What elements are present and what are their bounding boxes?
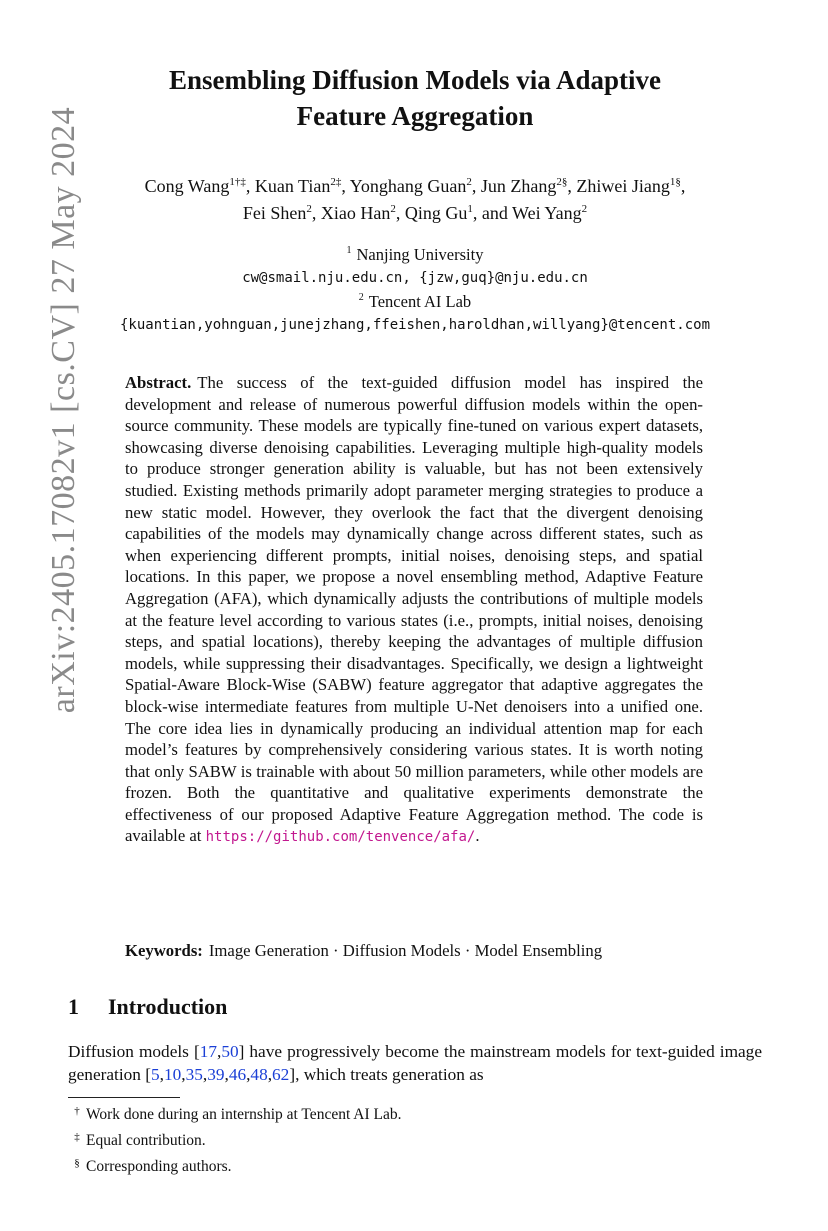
affiliation-1	[70, 243, 760, 267]
section-title: Introduction	[108, 994, 228, 1019]
code-link[interactable]: https://github.com/tenvence/afa/	[205, 829, 476, 846]
citation-separator: ,	[246, 1065, 251, 1084]
author-name: Yonghang Guan	[349, 176, 467, 196]
author-affil-mark: 1	[467, 203, 473, 215]
author-affil-mark: 1†‡	[229, 176, 246, 188]
author-name: Jun Zhang	[480, 176, 557, 196]
footnote-mark: §	[74, 1157, 80, 1169]
abstract-text: The success of the text-guided diffusion model has inspired the development and release of numerous powerful diffusion models within the open-source community. These models are typically fine-tuned on various expert datasets, showcasing diverse denoising capabilities. Leveraging multiple high-quality models to produce stronger generation ability is valuable, but has not been extensively studied. Existing methods primarily adopt parameter merging strategies to produce a new static model. However, they overlook the fact that the divergent denoising capabilities of the models may dynamically change across different states, such as when experiencing different prompts, initial noises, denoising steps, and spatial locations. In this paper, we propose a novel ensembling method, Adaptive Feature Aggregation (AFA), which dynamically adjusts the contributions of multiple models at the feature level according to various states (i.e., prompts, initial noises, denoising steps, and spatial locations), thereby keeping the advantages of multiple diffusion models, while suppressing their disadvantages. Specifically, we design a lightweight Spatial-Aware Block-Wise (SABW) feature aggregator that adaptive aggregates the block-wise intermediate features from multiple U-Net denoisers into a unified one. The core idea lies in dynamically producing an individual attention map for each model’s features by comprehensively considering various states. It is worth noting that only SABW is trainable with about 50 million parameters, while other models are frozen. Both the quantitative and qualitative experiments demonstrate the effectiveness of our proposed Adaptive Feature Aggregation method. The code is available at	[125, 373, 703, 846]
citation-separator: ,	[267, 1065, 273, 1084]
keywords-text: Image Generation · Diffusion Models · Model Ensembling	[208, 941, 603, 960]
citation-link[interactable]: 46	[228, 1065, 247, 1084]
affiliations	[70, 243, 760, 337]
affiliation-2	[70, 290, 760, 314]
author-name: Fei Shen	[242, 203, 307, 223]
intro-text: ] have progressively become the mainstream models for text-guided image generation [	[68, 1042, 762, 1084]
abstract	[125, 372, 703, 849]
citation-separator: ,	[181, 1065, 186, 1084]
affiliation-name: Tencent AI Lab	[368, 292, 472, 311]
citation-link[interactable]: 35	[185, 1065, 203, 1084]
footnote-text: Equal contribution.	[86, 1132, 206, 1149]
abstract-end: .	[475, 826, 480, 846]
author-name: Kuan Tian	[254, 176, 331, 196]
citation-link[interactable]: 39	[207, 1065, 225, 1084]
citation-separator: ,	[159, 1065, 164, 1084]
author-name: Zhiwei Jiang	[576, 176, 670, 196]
footnote-mark: ‡	[74, 1131, 80, 1143]
keywords	[125, 940, 725, 962]
footnote-text: Work done during an internship at Tencent AI Lab.	[86, 1106, 402, 1123]
affiliation-name: Nanjing University	[356, 245, 484, 264]
title-line-1: Ensembling Diffusion Models via Adaptive	[168, 65, 662, 95]
intro-paragraph	[68, 1040, 762, 1086]
affiliation-mark: 2	[358, 292, 364, 303]
intro-text: Diffusion models [	[68, 1042, 200, 1061]
keywords-label: Keywords:	[125, 941, 203, 960]
citation-link[interactable]: 17	[199, 1042, 217, 1061]
section-heading	[68, 994, 227, 1020]
citation-link[interactable]: 48	[250, 1065, 268, 1084]
footnotes	[68, 1100, 758, 1178]
abstract-label: Abstract.	[125, 373, 192, 392]
citation-link[interactable]: 10	[163, 1065, 182, 1084]
author-affil-mark: 2	[390, 203, 396, 215]
citation-separator: ,	[216, 1042, 222, 1061]
footnote	[68, 1100, 758, 1126]
author-affil-mark: 2	[581, 203, 588, 215]
author-name: Wei Yang	[512, 203, 582, 223]
paper-title	[85, 62, 745, 134]
author-affil-mark: 2‡	[330, 176, 342, 188]
citation-separator: ,	[224, 1065, 229, 1084]
affiliation-2-emails: {kuantian,yohnguan,junejzhang,ffeishen,haroldhan,willyang}@tencent.com	[119, 316, 710, 333]
author-name: Xiao Han	[320, 203, 391, 223]
citation-link[interactable]: 5	[151, 1065, 160, 1084]
footnote-divider	[68, 1097, 180, 1098]
author-affil-mark: 1§	[669, 176, 681, 188]
section-number: 1	[68, 994, 79, 1019]
footnote-mark: †	[74, 1105, 80, 1117]
author-affil-mark: 2	[466, 176, 472, 188]
footnote-text: Corresponding authors.	[86, 1158, 232, 1175]
author-affil-mark: 2§	[556, 176, 568, 188]
citation-link[interactable]: 62	[272, 1065, 290, 1084]
arxiv-identifier-stamp: arXiv:2405.17082v1 [cs.CV] 27 May 2024	[45, 106, 82, 714]
citation-link[interactable]: 50	[221, 1042, 239, 1061]
footnote	[68, 1152, 758, 1178]
author-list: Cong Wang$^{1\dagger\ddagger}$, Kuan Tian$^{2\ddagger}$, Yonghang Guan$^2$, Jun Zhang$^{2\S}$, Zhiwei Jiang$^{1\S}$, Fei Shen$^2$, Xiao Han$^2$, Qing Gu$^1$, and Wei Yang$^2$	[144, 176, 686, 223]
author-name: Cong Wang	[144, 176, 230, 196]
author-name: Qing Gu	[404, 203, 468, 223]
author-affil-mark: 2	[306, 203, 312, 215]
title-line-2: Feature Aggregation	[296, 101, 534, 131]
affiliation-mark: 1	[346, 245, 352, 256]
footnote	[68, 1126, 758, 1152]
affiliation-1-emails: cw@smail.nju.edu.cn, {jzw,guq}@nju.edu.cn	[242, 269, 588, 286]
citation-separator: ,	[202, 1065, 208, 1084]
intro-text: ], which treats generation as	[289, 1065, 484, 1084]
